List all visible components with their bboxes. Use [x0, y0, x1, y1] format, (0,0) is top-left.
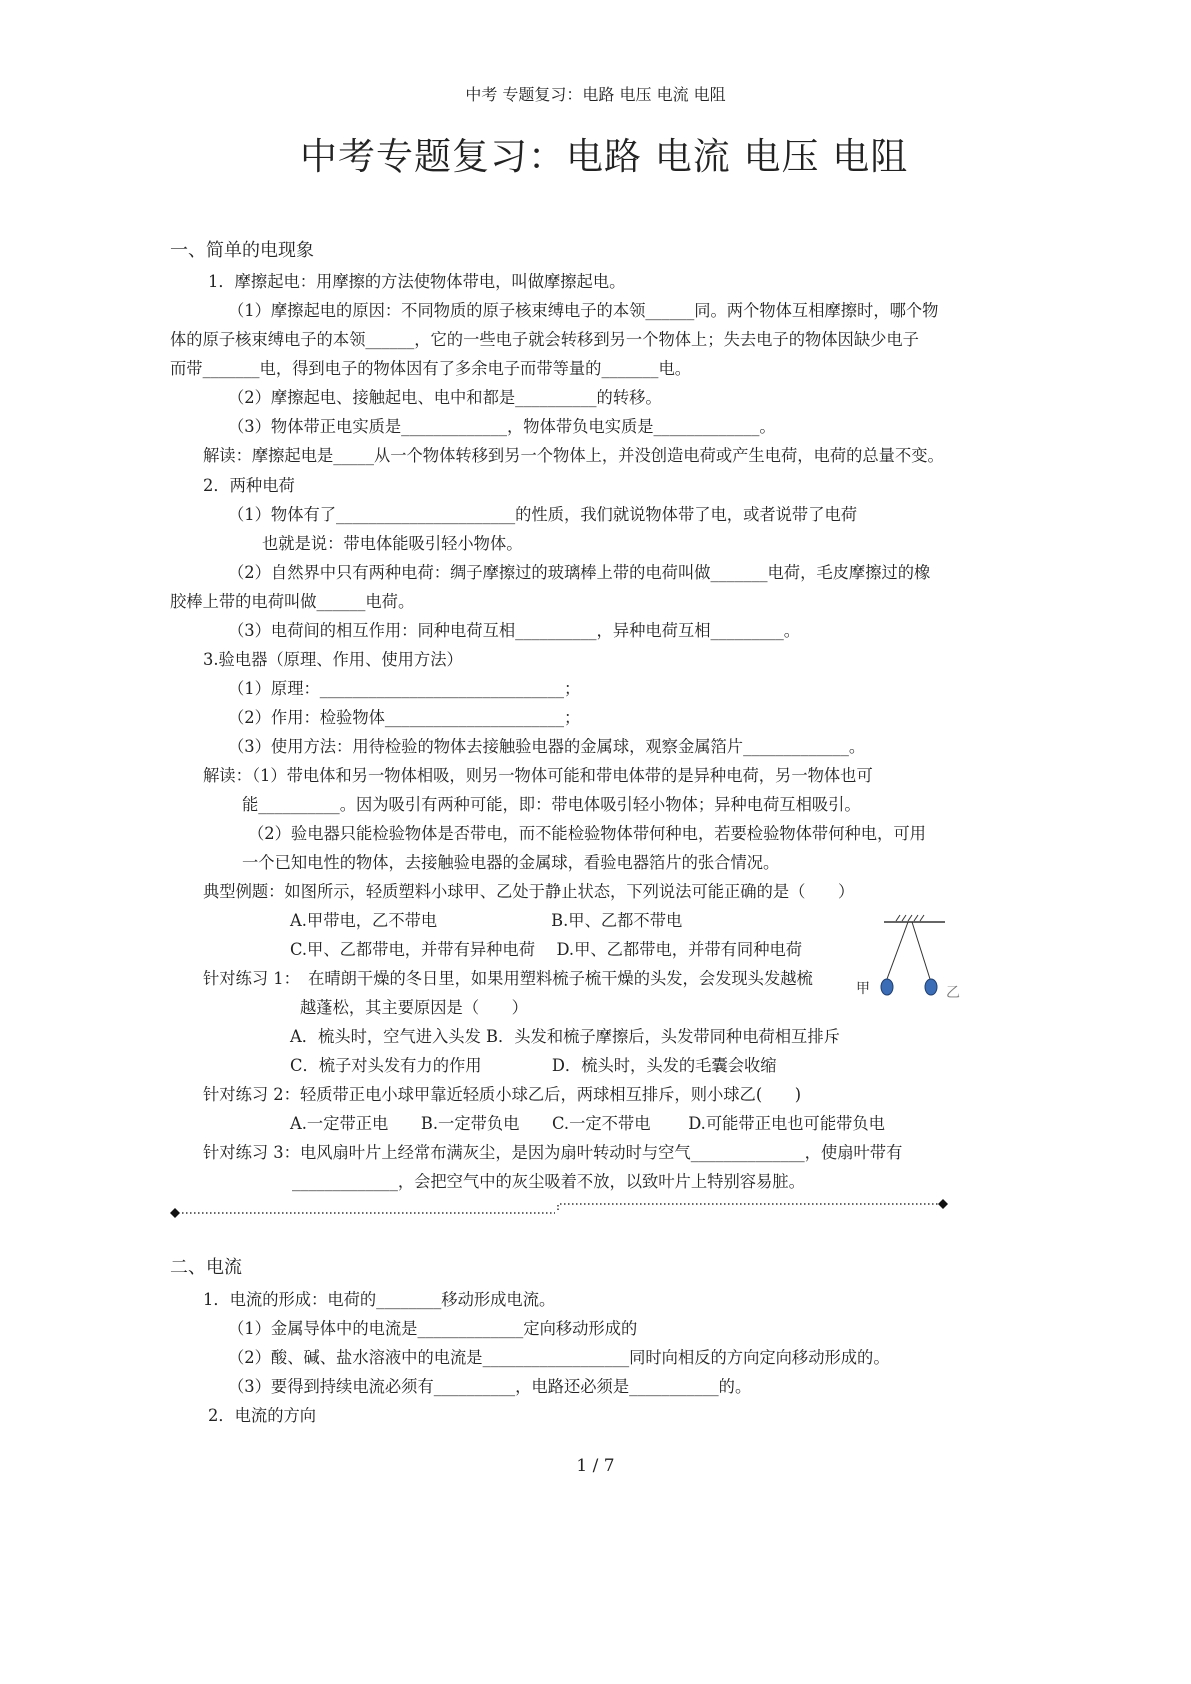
text-line: C.甲、乙都带电，并带有异种电荷 D.甲、乙都带电，并带有同种电荷: [290, 940, 803, 959]
text-line: A．梳头时，空气进入头发 B．头发和梳子摩擦后，头发带同种电荷相互排斥: [290, 1027, 840, 1046]
text-line: （1）原理：______________________________；: [228, 679, 581, 698]
text-line: 1．电流的形成：电荷的________移动形成电流。: [203, 1290, 556, 1309]
text-line: 针对练习 2：轻质带正电小球甲靠近轻质小球乙后，两球相互排斥，则小球乙( ): [203, 1085, 802, 1104]
text-line: （1）金属导体中的电流是_____________定向移动形成的: [228, 1319, 638, 1338]
pendulum-figure: [856, 905, 970, 1005]
text-line: （2）自然界中只有两种电荷：绸子摩擦过的玻璃棒上带的电荷叫做_______电荷，毛皮摩擦过的橡: [228, 563, 931, 582]
text-line: 胶棒上带的电荷叫做______电荷。: [170, 592, 415, 611]
text-line: 体的原子核束缚电子的本领______，它的一些电子就会转移到另一个物体上；失去电子的物体因缺少电子: [170, 330, 919, 349]
text-line: 针对练习 3：电风扇叶片上经常布满灰尘，是因为扇叶转动时与空气______________，使扇叶带有: [203, 1143, 903, 1162]
text-line: C．梳子对头发有力的作用 D．梳头时，头发的毛囊会收缩: [290, 1056, 777, 1075]
label-yi: 乙: [946, 985, 960, 1001]
text-line: A.甲带电，乙不带电 B.甲、乙都不带电: [290, 911, 683, 930]
page-title: 中考专题复习：电路 电流 电压 电阻: [300, 135, 909, 178]
text-line: 1．摩擦起电：用摩擦的方法使物体带电，叫做摩擦起电。: [208, 272, 626, 291]
ball-jia: [881, 979, 893, 995]
page-number: 1 / 7: [576, 1456, 615, 1476]
text-line: 解读：摩擦起电是_____从一个物体转移到另一个物体上，并没创造电荷或产生电荷，电荷的总量不变。: [203, 446, 944, 465]
text-line: 典型例题：如图所示，轻质塑料小球甲、乙处于静止状态，下列说法可能正确的是（ ）: [203, 882, 855, 901]
text-line: 越蓬松，其主要原因是（ ）: [300, 998, 528, 1017]
text-line: 也就是说：带电体能吸引轻小物体。: [262, 534, 523, 553]
text-line: （2）摩擦起电、接触起电、电中和都是__________的转移。: [228, 388, 662, 407]
text-line: 2．电流的方向: [208, 1406, 317, 1425]
label-jia: 甲: [856, 981, 870, 997]
text-line: 2．两种电荷: [203, 476, 295, 495]
text-line: （3）电荷间的相互作用：同种电荷互相__________，异种电荷互相_________。: [228, 621, 801, 640]
text-line: （3）使用方法：用待检验的物体去接触验电器的金属球，观察金属箔片_____________。: [228, 737, 866, 756]
section-divider: [170, 1195, 960, 1225]
text-line: （3）要得到持续电流必须有__________，电路还必须是___________的。: [228, 1377, 752, 1396]
text-line: （1）摩擦起电的原因：不同物质的原子核束缚电子的本领______同。两个物体互相摩擦时，哪个物: [228, 301, 939, 320]
text-line: 针对练习 1： 在晴朗干燥的冬日里，如果用塑料梳子梳干燥的头发，会发现头发越梳: [203, 969, 813, 988]
text-line: （2）作用：检验物体______________________；: [228, 708, 581, 727]
text-line: 解读：（1）带电体和另一物体相吸，则另一物体可能和带电体带的是异种电荷，另一物体也可: [203, 766, 873, 785]
section-heading: 一、简单的电现象: [170, 240, 314, 261]
text-line: _____________，会把空气中的灰尘吸着不放，以致叶片上特别容易脏。: [292, 1172, 805, 1191]
text-line: 一个已知电性的物体，去接触验电器的金属球，看验电器箔片的张合情况。: [242, 853, 780, 872]
ball-yi: [925, 979, 937, 995]
text-line: （3）物体带正电实质是_____________，物体带负电实质是_____________。: [228, 417, 776, 436]
text-line: （1）物体有了______________________的性质，我们就说物体带了电，或者说带了电荷: [228, 505, 858, 524]
section-heading: 二、电流: [170, 1257, 242, 1278]
text-line: 3.验电器（原理、作用、使用方法）: [203, 650, 463, 669]
text-line: （2）验电器只能检验物体是否带电，而不能检验物体带何种电，若要检验物体带何种电，可用: [248, 824, 926, 843]
page-header: 中考 专题复习：电路 电压 电流 电阻: [465, 85, 726, 104]
text-line: A.一定带正电 B.一定带负电 C.一定不带电 D.可能带正电也可能带负电: [290, 1114, 885, 1133]
text-line: （2）酸、碱、盐水溶液中的电流是__________________同时向相反的方向定向移动形成的。: [228, 1348, 890, 1367]
text-line: 能__________。因为吸引有两种可能，即：带电体吸引轻小物体；异种电荷互相吸引。: [242, 795, 861, 814]
text-line: 而带_______电，得到电子的物体因有了多余电子而带等量的_______电。: [170, 359, 692, 378]
